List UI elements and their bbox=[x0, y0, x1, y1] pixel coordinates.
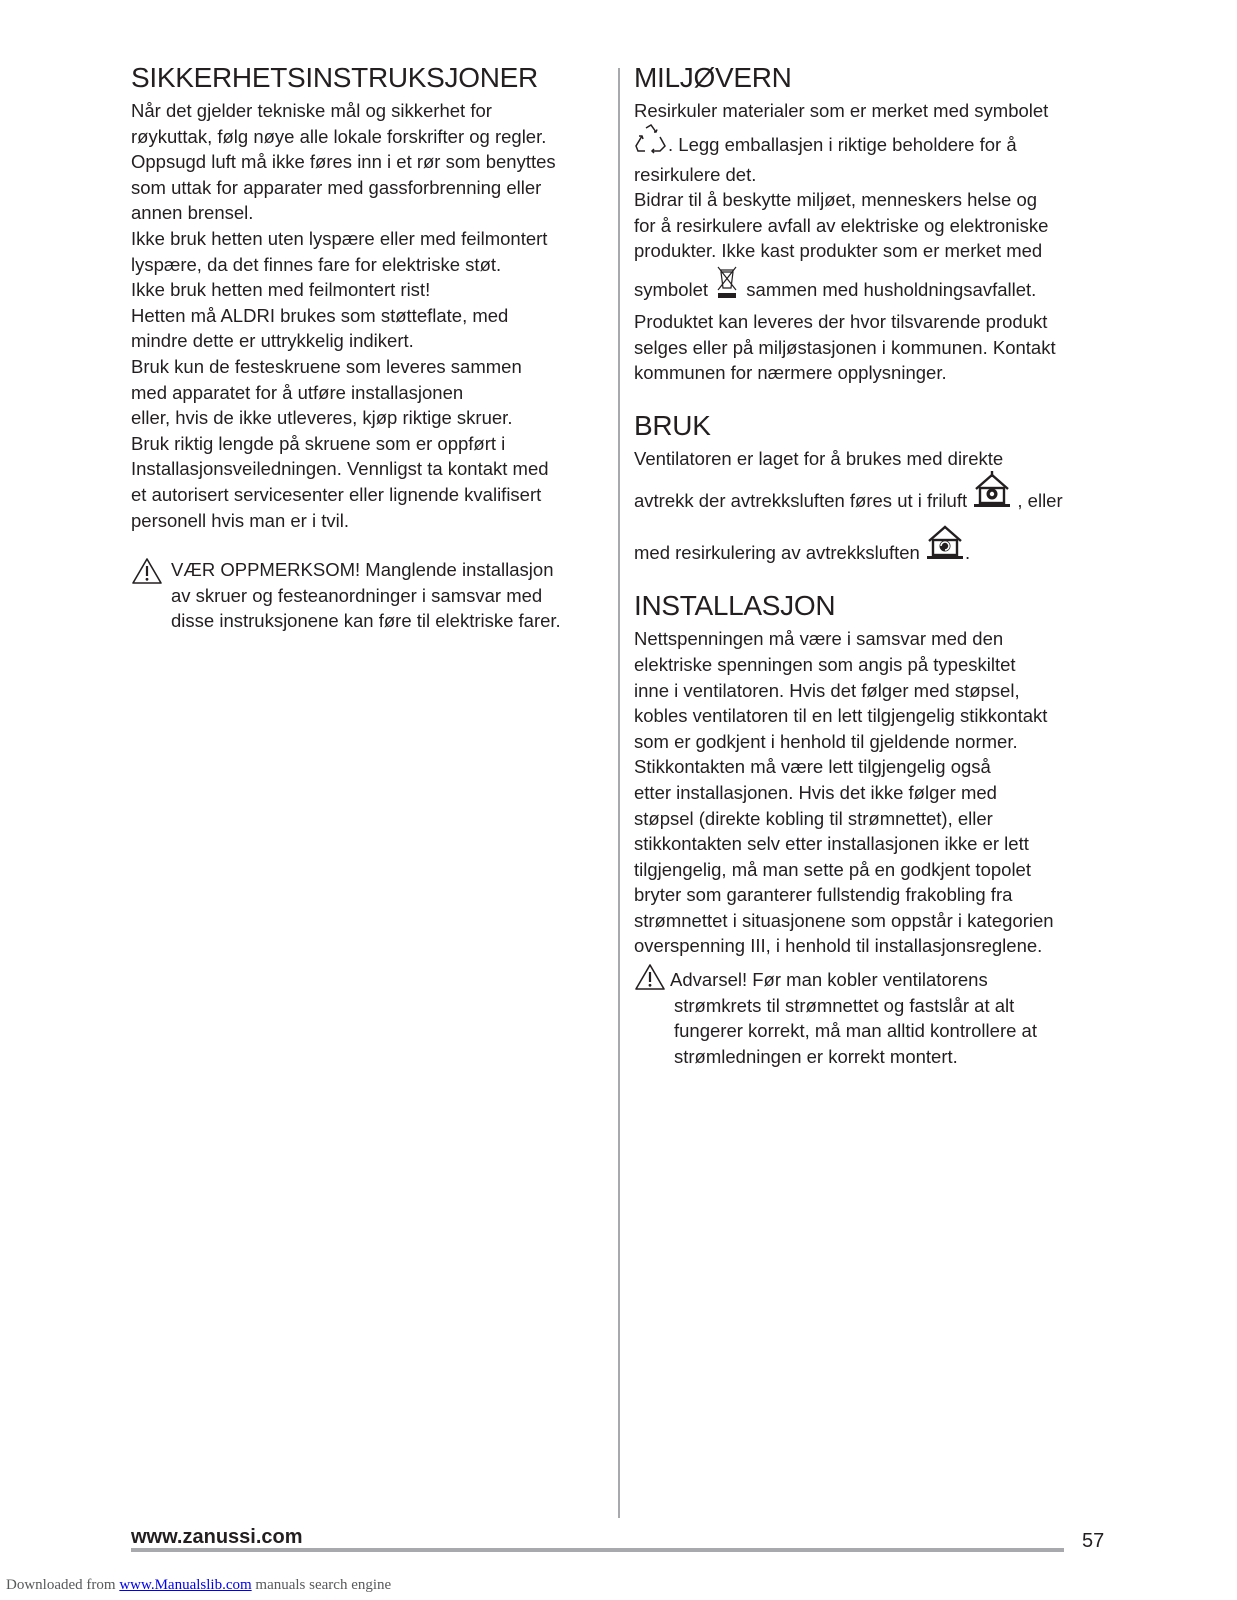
text-line: annen brensel. bbox=[131, 202, 254, 224]
text-span: avtrekk der avtrekksluften føres ut i friluft bbox=[634, 490, 973, 512]
text-line: bryter som garanterer fullstendig frakobling fra bbox=[634, 884, 1013, 906]
text-line: stikkontakten selv etter installasjonen ikke er lett bbox=[634, 833, 1029, 855]
download-note bbox=[6, 1577, 391, 1594]
text-line: som er godkjent i henhold til gjeldende normer. bbox=[634, 730, 1018, 752]
text-line bbox=[634, 124, 1109, 162]
safety-text bbox=[131, 98, 606, 533]
text-line: personell hvis man er i tvil. bbox=[131, 509, 349, 531]
text-line: Bidrar til å beskytte miljøet, menneskers helse og bbox=[634, 189, 1038, 211]
text-line: overspenning III, i henhold til installasjonsreglene. bbox=[634, 935, 1043, 957]
warning-line: av skruer og festeanordninger i samsvar med bbox=[171, 584, 543, 606]
text-span: . Legg emballasjen i riktige beholdere for å bbox=[668, 133, 1017, 155]
text-line bbox=[634, 264, 1109, 309]
download-prefix: Downloaded from bbox=[6, 1577, 120, 1593]
installation-warning bbox=[634, 967, 1109, 1069]
warning-line: fungerer korrekt, må man alltid kontrollere at bbox=[674, 1020, 1037, 1042]
text-line: Bruk kun de festeskruene som leveres sammen bbox=[131, 355, 522, 377]
safety-warning bbox=[131, 557, 606, 634]
text-line: Ikke bruk hetten uten lyspære eller med feilmontert bbox=[131, 227, 548, 249]
text-line: selges eller på miljøstasjonen i kommunen. Kontakt bbox=[634, 336, 1056, 358]
text-line: støpsel (direkte kobling til strømnettet), eller bbox=[634, 807, 993, 829]
installation-heading: INSTALLASJON bbox=[634, 590, 836, 622]
text-line: et autorisert servicesenter eller lignende kvalifisert bbox=[131, 483, 542, 505]
text-line: Resirkuler materialer som er merket med symbolet bbox=[634, 100, 1049, 121]
text-line: mindre dette er uttrykkelig indikert. bbox=[131, 330, 414, 352]
text-line: Bruk riktig lengde på skruene som er oppført i bbox=[131, 432, 506, 454]
recirculation-mode-icon bbox=[925, 523, 965, 561]
text-line: Stikkontakten må være lett tilgjengelig også bbox=[634, 756, 991, 778]
text-line: Hetten må ALDRI brukes som støtteflate, med bbox=[131, 304, 509, 326]
use-heading: BRUK bbox=[634, 409, 711, 441]
text-line: kobles ventilatoren til en lett tilgjengelig stikkontakt bbox=[634, 705, 1048, 727]
left-column bbox=[131, 62, 606, 634]
text-line: kommunen for nærmere opplysninger. bbox=[634, 362, 947, 384]
page-number: 57 bbox=[1082, 1530, 1105, 1552]
text-line: Når det gjelder tekniske mål og sikkerhet for bbox=[131, 100, 492, 121]
text-line: eller, hvis de ikke utleveres, kjøp riktige skruer. bbox=[131, 407, 513, 429]
text-line: inne i ventilatoren. Hvis det følger med støpsel, bbox=[634, 679, 1020, 701]
warning-line: strømledningen er korrekt montert. bbox=[674, 1045, 958, 1067]
text-line: røykuttak, følg nøye alle lokale forskrifter og regler. bbox=[131, 125, 547, 147]
text-line: tilgjengelig, må man sette på en godkjent topolet bbox=[634, 858, 1031, 880]
right-column bbox=[634, 62, 1109, 1069]
text-line: med apparatet for å utføre installasjonen bbox=[131, 381, 464, 403]
text-line: elektriske spenningen som angis på typeskiltet bbox=[634, 653, 1016, 675]
text-line: Produktet kan leveres der hvor tilsvarende produkt bbox=[634, 310, 1048, 332]
manualslib-link[interactable]: www.Manualslib.com bbox=[119, 1577, 252, 1593]
footer-rule bbox=[131, 1548, 1064, 1552]
text-line: lyspære, da det finnes fare for elektriske støt. bbox=[131, 253, 502, 275]
text-line: strømnettet i situasjonene som oppstår i kategorien bbox=[634, 909, 1054, 931]
text-line: Nettspenningen må være i samsvar med den bbox=[634, 628, 1004, 650]
installation-text bbox=[634, 626, 1109, 959]
warning-line: Advarsel! Før man kobler ventilatorens bbox=[670, 969, 988, 991]
text-line: Oppsugd luft må ikke føres inn i et rør som benyttes bbox=[131, 151, 556, 173]
environment-heading: MILJØVERN bbox=[634, 62, 792, 93]
column-divider bbox=[618, 68, 620, 1518]
text-span: symbolet bbox=[634, 278, 714, 300]
safety-heading: SIKKERHETSINSTRUKSJONER bbox=[131, 62, 538, 93]
text-line: for å resirkulere avfall av elektriske og elektroniske bbox=[634, 214, 1049, 236]
text-line: resirkulere det. bbox=[634, 163, 757, 185]
warning-line: strømkrets til strømnettet og fastslår at alt bbox=[674, 994, 1015, 1016]
footer-website: www.zanussi.com bbox=[131, 1526, 303, 1548]
text-span: , eller bbox=[1012, 490, 1063, 512]
recycle-icon bbox=[634, 124, 668, 154]
warning-triangle-icon bbox=[131, 557, 163, 585]
text-line: Installasjonsveiledningen. Vennligst ta kontakt med bbox=[131, 458, 549, 480]
text-span: sammen med husholdningsavfallet. bbox=[741, 278, 1037, 300]
warning-triangle-icon bbox=[634, 963, 666, 991]
text-line: som uttak for apparater med gassforbrenning eller bbox=[131, 176, 542, 198]
extraction-mode-icon bbox=[972, 471, 1012, 509]
text-line: Ikke bruk hetten med feilmontert rist! bbox=[131, 279, 431, 301]
download-suffix: manuals search engine bbox=[251, 1577, 392, 1593]
text-span: med resirkulering av avtrekksluften bbox=[634, 542, 925, 564]
text-line: Ventilatoren er laget for å brukes med direkte bbox=[634, 447, 1004, 469]
text-line: etter installasjonen. Hvis det ikke følger med bbox=[634, 781, 997, 803]
warning-line: disse instruksjonene kan føre til elektriske farer. bbox=[171, 610, 561, 632]
warning-line: VÆR OPPMERKSOM! Manglende installasjon bbox=[171, 559, 554, 581]
text-line bbox=[634, 471, 1109, 523]
text-span: . bbox=[964, 542, 971, 564]
text-line bbox=[634, 523, 1109, 572]
crossed-bin-icon bbox=[713, 264, 741, 300]
text-line: produkter. Ikke kast produkter som er merket med bbox=[634, 240, 1043, 262]
